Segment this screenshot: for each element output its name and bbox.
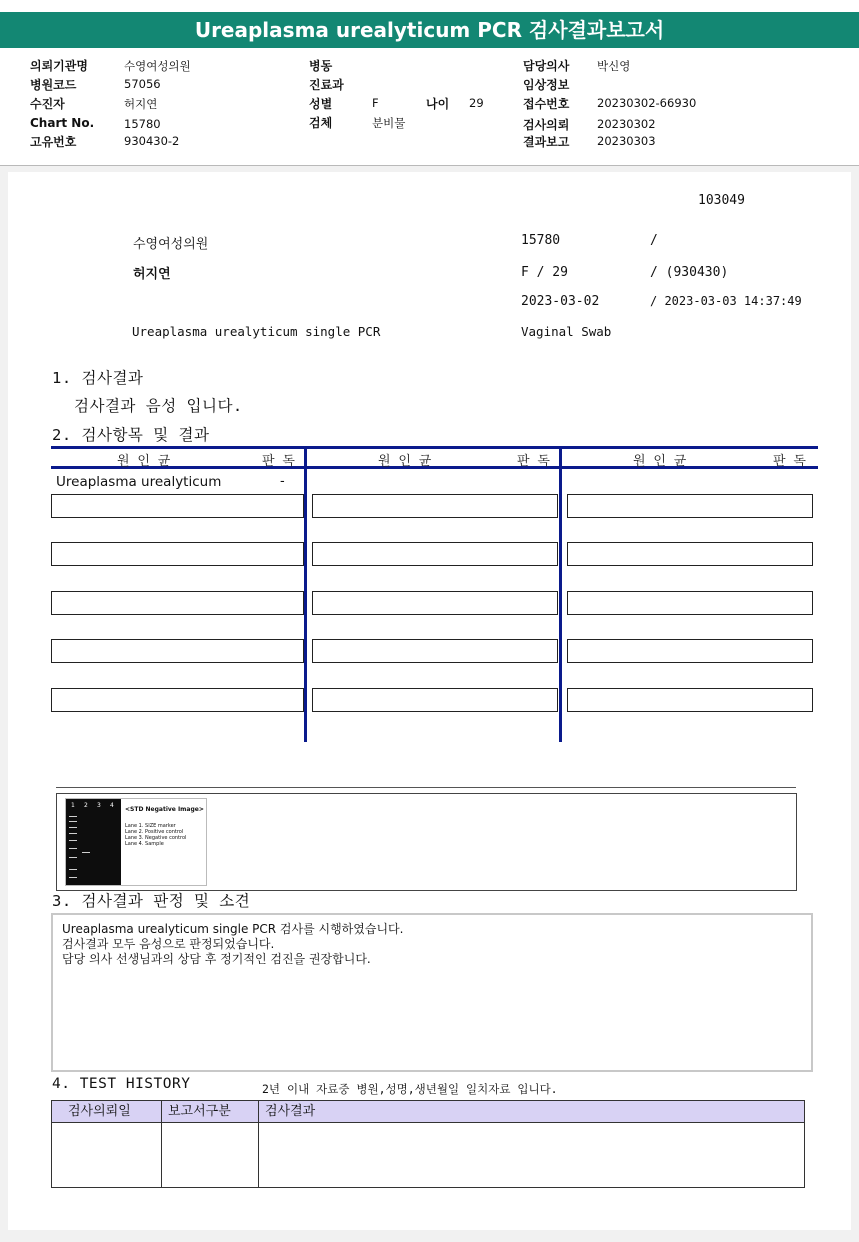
marker-band xyxy=(69,877,77,878)
col2-organism-header: 원 인 균 xyxy=(378,454,432,469)
report-date-value: 20230303 xyxy=(597,134,656,148)
section1-result: 검사결과 음성 입니다. xyxy=(74,397,243,415)
lane-number: 1 xyxy=(71,802,75,809)
chart-no-value: 15780 xyxy=(124,117,161,131)
result-cell xyxy=(51,542,304,566)
specimen-label: 검체 xyxy=(309,116,333,130)
report-request-date: 2023-03-02 xyxy=(521,294,600,309)
gel-legend xyxy=(125,823,186,847)
result-cell xyxy=(567,639,813,663)
history-note: 2년 이내 자료중 병원,성명,생년월일 일치자료 입니다. xyxy=(262,1082,558,1096)
result-cell xyxy=(567,542,813,566)
history-col-request-date: 검사의뢰일 xyxy=(68,1104,131,1119)
result-cell xyxy=(51,639,304,663)
result-cell xyxy=(312,542,558,566)
report-patient-name: 허지연 xyxy=(133,267,171,282)
doctor-label: 담당의사 xyxy=(523,59,570,73)
result-cell xyxy=(567,494,813,518)
section2-title: 2. 검사항목 및 결과 xyxy=(52,426,210,444)
result-cell xyxy=(51,494,304,518)
history-col-divider xyxy=(258,1101,259,1187)
gel-legend-item: Lane 3. Negative control xyxy=(125,835,187,841)
opinion-line: Ureaplasma urealyticum single PCR 검사를 시행하였습니다. xyxy=(62,922,404,936)
report-title: Ureaplasma urealyticum PCR 검사결과보고서 xyxy=(194,18,665,42)
col2-judgement-header: 판 독 xyxy=(517,454,550,469)
hospital-code-label: 병원코드 xyxy=(30,78,77,92)
gel-legend-item: Lane 2. Positive control xyxy=(125,829,184,835)
lane-number: 4 xyxy=(110,802,114,809)
section1-title: 1. 검사결과 xyxy=(52,369,144,387)
receipt-no-value: 20230302-66930 xyxy=(597,96,697,110)
col1-organism-header: 원 인 균 xyxy=(117,454,171,469)
test-history-table xyxy=(51,1100,805,1188)
report-chart-no: 15780 xyxy=(521,233,561,248)
result-cell xyxy=(567,688,813,712)
report-clinic: 수영여성의원 xyxy=(133,237,209,252)
history-col-report-type: 보고서구분 xyxy=(168,1104,231,1119)
gel-legend-item: Lane 4. Sample xyxy=(125,841,164,847)
age-label: 나이 xyxy=(426,97,450,111)
receipt-no-label: 접수번호 xyxy=(523,97,570,111)
section3-title: 3. 검사결과 판정 및 소견 xyxy=(52,892,251,910)
result-cell xyxy=(312,591,558,615)
report-number: 103049 xyxy=(698,193,745,208)
positive-control-band xyxy=(82,852,90,853)
result-cell xyxy=(51,688,304,712)
report-header xyxy=(0,0,859,166)
specimen-value: 분비물 xyxy=(372,116,406,130)
marker-band xyxy=(69,821,77,822)
lane-number: 3 xyxy=(97,802,101,809)
result-cell xyxy=(567,591,813,615)
marker-band xyxy=(69,869,77,870)
results-table-divider-2 xyxy=(559,446,562,742)
marker-band xyxy=(69,857,77,858)
department-label: 진료과 xyxy=(309,78,344,92)
age-value: 29 xyxy=(469,96,484,110)
opinion-line: 검사결과 모두 음성으로 판정되었습니다. xyxy=(62,937,275,951)
col3-judgement-header: 판 독 xyxy=(773,454,806,469)
marker-band xyxy=(69,848,77,849)
col1-judgement-header: 판 독 xyxy=(262,454,295,469)
results-table-top-border xyxy=(51,446,818,449)
report-datetime: / 2023-03-03 14:37:49 xyxy=(650,294,802,308)
gel-caption: <STD Negative Image> xyxy=(125,806,204,813)
history-col-result: 검사결과 xyxy=(265,1104,316,1119)
history-header-row xyxy=(52,1101,804,1123)
hospital-code-value: 57056 xyxy=(124,77,161,91)
marker-band xyxy=(69,833,77,834)
sex-label: 성별 xyxy=(309,97,333,111)
result-cell xyxy=(312,639,558,663)
gel-electrophoresis-image xyxy=(65,798,207,886)
opinion-box xyxy=(51,913,813,1072)
sex-value: F xyxy=(372,96,379,110)
title-bar xyxy=(0,12,859,48)
col3-organism-header: 원 인 균 xyxy=(633,454,687,469)
results-table-divider-1 xyxy=(304,446,307,742)
report-birth: / (930430) xyxy=(650,265,729,280)
gel-lanes xyxy=(66,799,121,885)
clinic-value: 수영여성의원 xyxy=(124,59,191,73)
gel-top-rule xyxy=(56,787,796,788)
clinic-label: 의뢰기관명 xyxy=(30,59,88,73)
unique-id-value: 930430-2 xyxy=(124,134,180,148)
report-test-name: Ureaplasma urealyticum single PCR xyxy=(132,324,381,339)
row1-organism: Ureaplasma urealyticum xyxy=(56,474,222,490)
chart-no-label: Chart No. xyxy=(30,116,95,130)
history-col-divider xyxy=(161,1101,162,1187)
gel-legend-item: Lane 1. SIZE marker xyxy=(125,823,176,829)
result-cell xyxy=(312,688,558,712)
request-date-value: 20230302 xyxy=(597,117,656,131)
marker-band xyxy=(69,816,77,817)
report-date-label: 결과보고 xyxy=(523,135,570,149)
doctor-value: 박신영 xyxy=(597,59,631,73)
result-cell xyxy=(51,591,304,615)
unique-id-label: 고유번호 xyxy=(30,135,77,149)
marker-band xyxy=(69,840,77,841)
section4-title: 4. TEST HISTORY xyxy=(52,1076,191,1092)
opinion-line: 담당 의사 선생님과의 상담 후 정기적인 검진을 권장합니다. xyxy=(62,952,371,966)
report-specimen: Vaginal Swab xyxy=(521,324,612,339)
lane-number: 2 xyxy=(84,802,88,809)
result-cell xyxy=(312,494,558,518)
request-date-label: 검사의뢰 xyxy=(523,118,570,132)
patient-value: 허지연 xyxy=(124,97,158,111)
marker-band xyxy=(69,827,77,828)
clinical-info-label: 임상정보 xyxy=(523,78,570,92)
ward-label: 병동 xyxy=(309,59,333,73)
report-sex-age: F / 29 xyxy=(521,265,568,280)
patient-label: 수진자 xyxy=(30,97,65,111)
row1-result: - xyxy=(280,474,285,489)
report-slash: / xyxy=(650,233,658,248)
